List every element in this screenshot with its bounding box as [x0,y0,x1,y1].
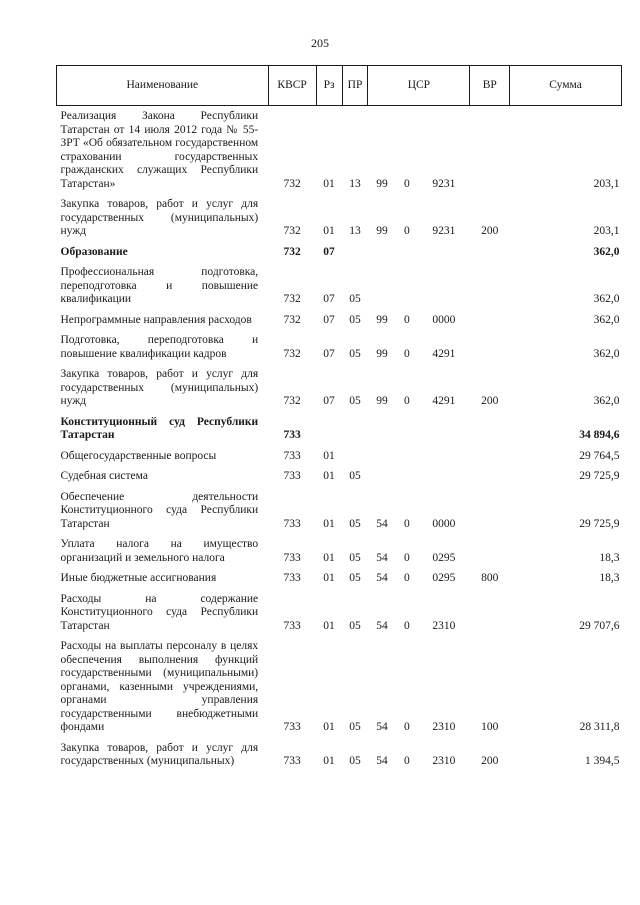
cell-name: Обеспечение деятельности Конституционного суда Республики Татарстан [60,490,259,530]
cell-kvsr: 733 [283,755,301,767]
cell-csr-program [368,412,396,446]
cell-vr [470,589,510,637]
cell-rz: 01 [323,470,335,482]
cell-csr-direction [418,446,470,467]
cell-pr: 05 [349,293,361,305]
cell-csr-subprogram: 0 [404,517,410,530]
cell-rz: 01 [323,449,335,462]
cell-csr-program: 99 [376,395,388,407]
cell-csr-program [368,466,396,487]
cell-name: Реализация Закона Республики Татарстан от 14 июля 2012 года № 55-ЗРТ «Об обязательном государственном страховании государственных гражданских служащих Республики Татарстан» [60,110,259,190]
cell-pr: 05 [349,721,361,733]
table-row [57,534,622,568]
cell-vr: 200 [481,395,499,407]
cell-sum: 362,0 [593,293,620,305]
cell-kvsr: 732 [283,225,301,237]
cell-csr-subprogram: 0 [404,395,410,407]
header-kvsr: КВСР [268,66,316,106]
cell-csr-direction: 2310 [432,619,456,632]
cell-csr-direction [418,466,470,487]
cell-sum: 362,0 [593,245,620,258]
cell-rz: 01 [323,177,335,190]
cell-rz: 07 [323,313,335,326]
table-row [57,262,622,310]
cell-kvsr: 733 [283,470,301,482]
table-header-row [57,66,622,106]
cell-vr [470,466,510,487]
cell-vr [470,106,510,195]
cell-sum: 203,1 [593,177,620,190]
cell-pr [342,446,368,467]
cell-csr-direction [418,262,470,310]
cell-name: Расходы на содержание Конституционного суда Республики Татарстан [60,592,259,632]
cell-kvsr: 732 [283,347,301,360]
cell-rz [316,412,342,446]
cell-name: Закупка товаров, работ и услуг для государственных (муниципальных) нужд [60,368,259,407]
cell-pr [342,412,368,446]
cell-csr-program: 54 [376,517,388,530]
cell-sum: 28 311,8 [579,721,620,733]
cell-sum: 29 725,9 [579,470,620,482]
cell-csr-direction: 4291 [432,347,456,360]
table-row [57,364,622,412]
cell-pr [342,242,368,263]
cell-name: Иные бюджетные ассигнования [60,572,217,584]
table-row [57,310,622,331]
cell-csr-direction: 4291 [432,395,456,407]
cell-vr [470,262,510,310]
cell-name: Непрограммные направления расходов [60,313,252,326]
cell-kvsr: 732 [283,293,301,305]
table-row [57,589,622,637]
cell-rz: 01 [323,619,335,632]
cell-kvsr: 732 [283,313,301,326]
header-rz: Рз [316,66,342,106]
header-sum: Сумма [510,66,622,106]
table-row [57,466,622,487]
cell-pr: 05 [349,313,361,326]
cell-pr: 05 [349,395,361,407]
cell-csr-subprogram: 0 [404,313,410,326]
cell-name: Закупка товаров, работ и услуг для государственных (муниципальных) [60,741,259,767]
cell-csr-direction: 2310 [432,755,456,767]
cell-csr-direction [418,412,470,446]
cell-pr: 05 [349,470,361,482]
cell-sum: 34 894,6 [579,429,620,441]
cell-kvsr: 733 [283,572,301,584]
cell-rz: 01 [323,225,335,237]
cell-csr-subprogram: 0 [404,177,410,190]
cell-rz: 07 [323,347,335,360]
cell-vr [470,412,510,446]
cell-kvsr: 732 [283,245,301,258]
cell-name: Судебная система [60,470,148,482]
cell-csr-program [368,242,396,263]
cell-rz: 07 [323,395,335,407]
table-row [57,568,622,589]
table-row [57,330,622,364]
cell-csr-program: 99 [376,225,388,237]
cell-csr-direction: 9231 [432,225,456,237]
cell-csr-program: 54 [376,721,388,733]
cell-pr: 13 [349,177,361,190]
cell-pr: 05 [349,572,361,584]
table-row [57,487,622,535]
cell-name: Уплата налога на имущество организаций и земельного налога [60,538,259,564]
cell-csr-program: 99 [376,177,388,190]
cell-csr-subprogram: 0 [404,347,410,360]
table-body [57,106,622,772]
table-row [57,446,622,467]
cell-csr-program [368,446,396,467]
cell-csr-direction: 0295 [432,551,456,564]
table-row [57,412,622,446]
cell-pr: 05 [349,517,361,530]
cell-vr [470,330,510,364]
cell-csr-program: 54 [376,551,388,564]
cell-csr-direction: 9231 [432,177,456,190]
header-vr: ВР [470,66,510,106]
cell-vr [470,487,510,535]
cell-sum: 1 394,5 [585,755,620,767]
cell-rz: 07 [323,245,335,258]
cell-csr-subprogram: 0 [404,572,410,584]
cell-csr-subprogram [396,262,418,310]
cell-csr-program: 54 [376,755,388,767]
cell-kvsr: 732 [283,395,301,407]
header-pr: ПР [342,66,368,106]
cell-name: Конституционный суд Республики Татарстан [60,415,259,441]
cell-rz: 01 [323,755,335,767]
cell-sum: 362,0 [593,347,620,360]
cell-csr-subprogram: 0 [404,755,410,767]
cell-csr-direction: 0000 [432,313,456,326]
cell-name: Профессиональная подготовка, переподготовка и повышение квалификации [60,266,259,305]
cell-sum: 203,1 [593,225,620,237]
cell-csr-subprogram [396,242,418,263]
cell-csr-direction [418,242,470,263]
cell-csr-program [368,262,396,310]
cell-pr: 13 [349,225,361,237]
cell-csr-program: 54 [376,572,388,584]
cell-rz: 01 [323,721,335,733]
cell-sum: 29 764,5 [579,449,620,462]
cell-vr [470,310,510,331]
cell-csr-subprogram [396,412,418,446]
cell-kvsr: 733 [283,619,301,632]
cell-rz: 01 [323,572,335,584]
header-name: Наименование [57,66,269,106]
table-row [57,194,622,242]
cell-name: Образование [60,245,128,258]
cell-csr-subprogram: 0 [404,721,410,733]
page-number: 205 [311,36,329,50]
cell-sum: 29 707,6 [579,619,620,632]
cell-kvsr: 733 [283,429,301,441]
cell-vr: 200 [481,225,499,237]
cell-csr-direction: 2310 [432,721,456,733]
cell-vr: 800 [481,572,499,584]
cell-sum: 362,0 [593,395,620,407]
cell-kvsr: 733 [283,551,301,564]
cell-sum: 29 725,9 [579,517,620,530]
cell-name: Закупка товаров, работ и услуг для государственных (муниципальных) нужд [60,198,259,237]
cell-vr [470,534,510,568]
budget-table [56,65,622,772]
cell-csr-program: 99 [376,313,388,326]
cell-name: Общегосударственные вопросы [60,449,217,462]
cell-csr-subprogram: 0 [404,619,410,632]
cell-csr-direction: 0000 [432,517,456,530]
cell-sum: 18,3 [599,551,620,564]
cell-kvsr: 732 [283,177,301,190]
cell-vr: 200 [481,755,499,767]
cell-kvsr: 733 [283,721,301,733]
cell-csr-direction: 0295 [432,572,456,584]
cell-rz: 01 [323,517,335,530]
table-row [57,636,622,738]
cell-kvsr: 733 [283,517,301,530]
cell-pr: 05 [349,619,361,632]
table-row [57,738,622,772]
cell-name: Подготовка, переподготовка и повышение квалификации кадров [60,334,259,360]
cell-pr: 05 [349,755,361,767]
cell-csr-subprogram: 0 [404,551,410,564]
cell-rz: 07 [323,293,335,305]
cell-vr [470,446,510,467]
cell-csr-program: 99 [376,347,388,360]
table-row [57,242,622,263]
cell-vr: 100 [481,721,499,733]
cell-vr [470,242,510,263]
table-row [57,106,622,195]
cell-sum: 362,0 [593,313,620,326]
cell-csr-subprogram [396,446,418,467]
cell-csr-program: 54 [376,619,388,632]
header-csr: ЦСР [368,66,470,106]
cell-pr: 05 [349,347,361,360]
cell-csr-subprogram: 0 [404,225,410,237]
cell-kvsr: 733 [283,449,301,462]
cell-sum: 18,3 [599,572,620,584]
cell-name: Расходы на выплаты персоналу в целях обеспечения выполнения функций государственными (муниципальными) органами, казенными учреждениями, органами управления государственными внебюджетными фондами [60,640,259,733]
cell-pr: 05 [349,551,361,564]
cell-rz: 01 [323,551,335,564]
cell-csr-subprogram [396,466,418,487]
